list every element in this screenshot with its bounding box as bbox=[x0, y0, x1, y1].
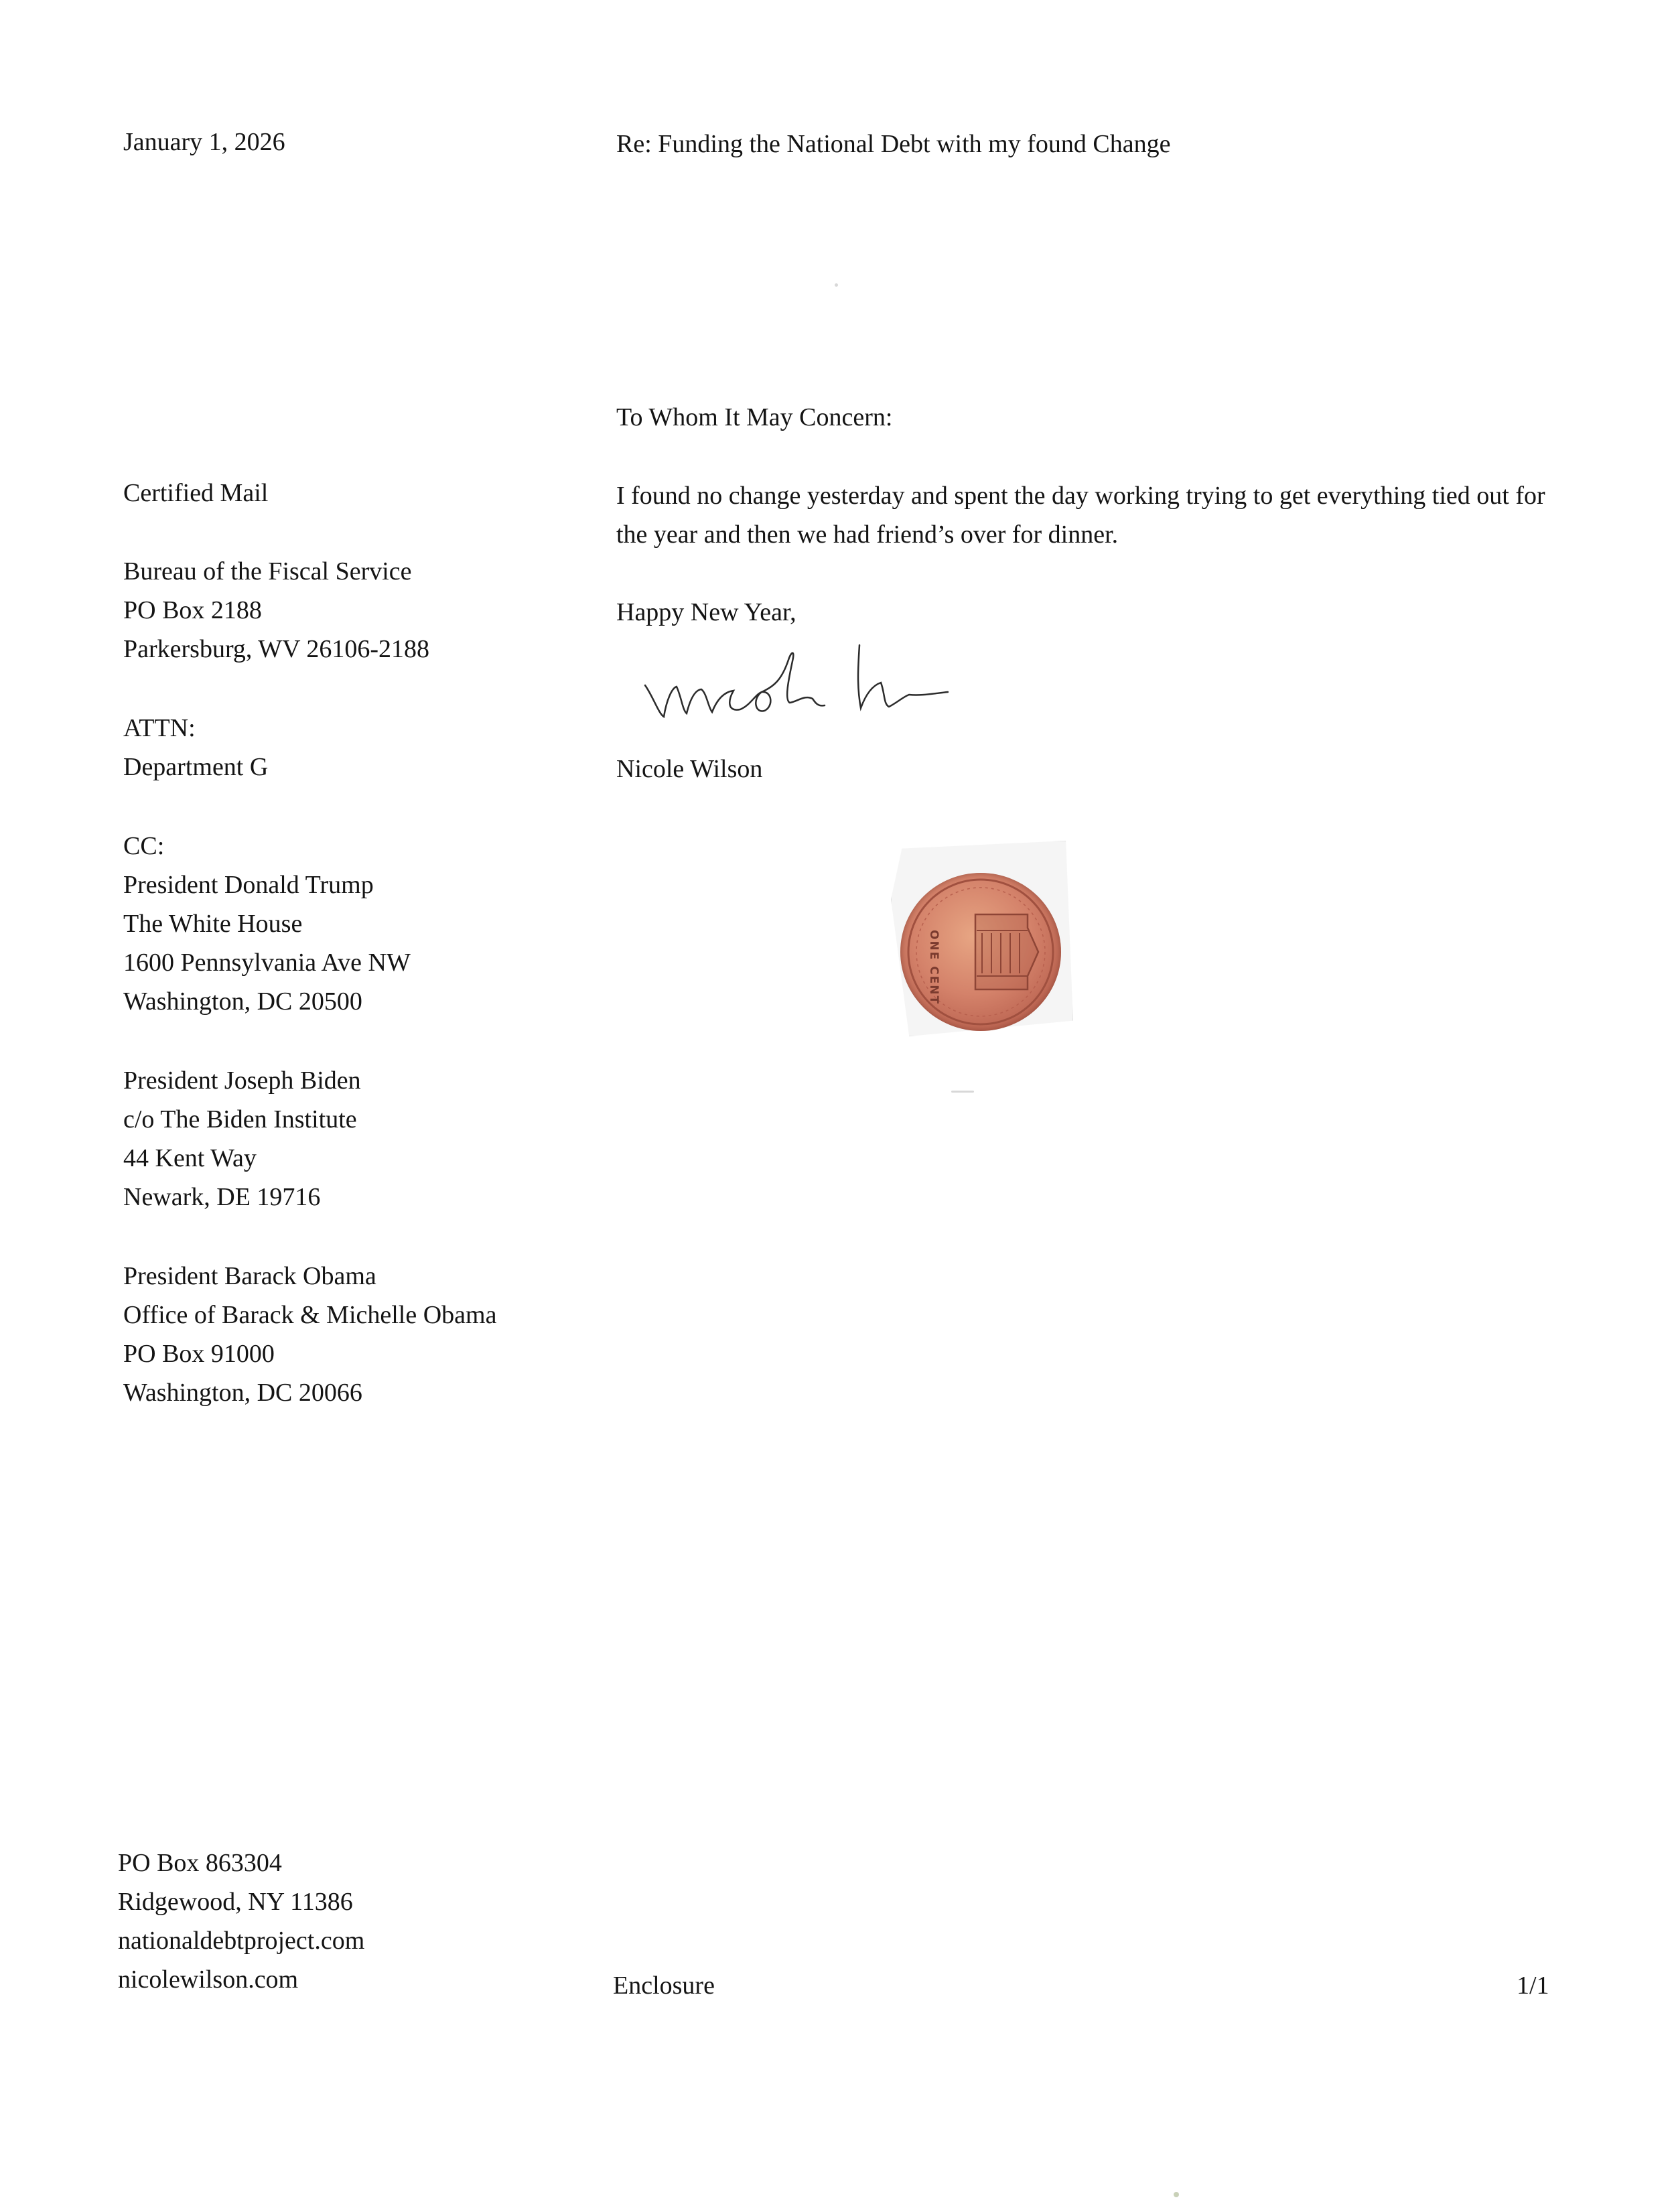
scan-speck bbox=[1174, 2192, 1179, 2197]
coin-text: ONE CENT bbox=[927, 930, 940, 1006]
cc-name: President Joseph Biden bbox=[123, 1066, 361, 1095]
closing: Happy New Year, bbox=[616, 598, 796, 626]
cc-obama-block bbox=[123, 1257, 496, 1412]
address-line: Bureau of the Fiscal Service bbox=[123, 557, 412, 585]
address-line: Newark, DE 19716 bbox=[123, 1183, 321, 1211]
address-line: PO Box 91000 bbox=[123, 1340, 275, 1368]
page-number: 1/1 bbox=[1517, 1972, 1549, 2000]
address-line: c/o The Biden Institute bbox=[123, 1105, 357, 1133]
address-line: Washington, DC 20066 bbox=[123, 1379, 362, 1407]
address-line: Washington, DC 20500 bbox=[123, 987, 362, 1016]
attn-department: Department G bbox=[123, 753, 269, 781]
address-line: 44 Kent Way bbox=[123, 1144, 257, 1172]
cc-biden-block bbox=[123, 1061, 361, 1217]
address-line: 1600 Pennsylvania Ave NW bbox=[123, 949, 411, 977]
address-line: The White House bbox=[123, 910, 303, 938]
salutation: To Whom It May Concern: bbox=[616, 403, 893, 431]
signer-name: Nicole Wilson bbox=[616, 755, 763, 783]
address-line: PO Box 863304 bbox=[118, 1849, 282, 1877]
mail-type: Certified Mail bbox=[123, 479, 269, 507]
address-line: Ridgewood, NY 11386 bbox=[118, 1888, 353, 1916]
website-link[interactable]: nicolewilson.com bbox=[118, 1965, 299, 1994]
enclosure-note: Enclosure bbox=[613, 1972, 715, 2000]
scan-speck bbox=[835, 283, 838, 287]
letter-date: January 1, 2026 bbox=[123, 128, 285, 156]
signature-icon bbox=[640, 633, 988, 734]
enclosed-coin bbox=[891, 841, 1072, 1035]
penny-icon bbox=[900, 873, 1061, 1031]
scan-speck bbox=[951, 1091, 974, 1093]
recipient-address bbox=[123, 552, 429, 669]
website-link[interactable]: nationaldebtproject.com bbox=[118, 1927, 365, 1955]
cc-name: President Barack Obama bbox=[123, 1262, 376, 1290]
attention-block bbox=[123, 709, 268, 786]
address-line: Parkersburg, WV 26106-2188 bbox=[123, 635, 430, 663]
cc-name: President Donald Trump bbox=[123, 871, 374, 899]
cc-label: CC: bbox=[123, 832, 165, 860]
attn-label: ATTN: bbox=[123, 714, 196, 742]
letter-body: I found no change yesterday and spent the day working trying to get everything tied out for the year and then we had friend’s over for dinner. bbox=[616, 482, 1545, 549]
address-line: Office of Barack & Michelle Obama bbox=[123, 1301, 497, 1329]
sender-address bbox=[118, 1844, 364, 1999]
address-line: PO Box 2188 bbox=[123, 596, 262, 624]
cc-trump-block bbox=[123, 827, 411, 1021]
letter-subject: Re: Funding the National Debt with my found Change bbox=[616, 130, 1171, 158]
